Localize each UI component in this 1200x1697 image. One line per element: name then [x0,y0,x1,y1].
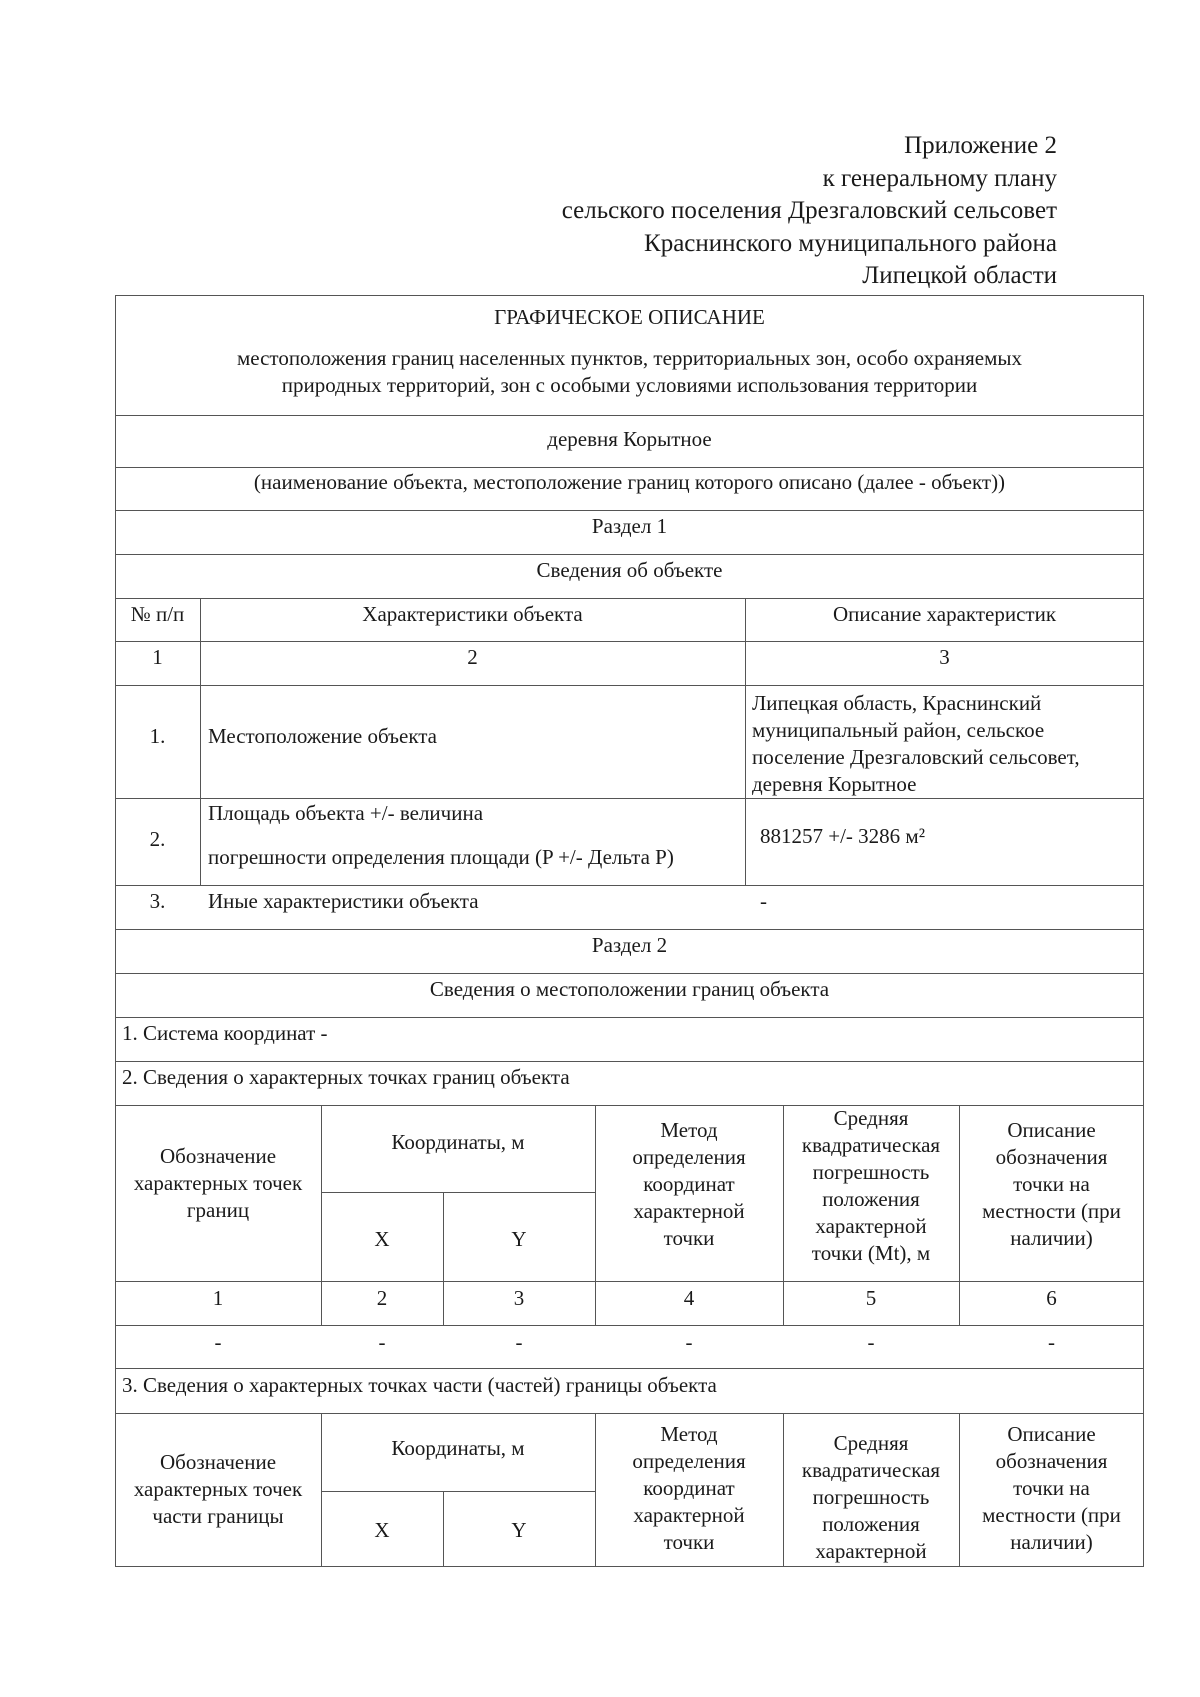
points-header-method: Метод [660,1118,718,1142]
characteristic-description: 881257 +/- 3286 м² [760,824,926,848]
table-rule [115,1325,1144,1326]
characteristic-name: погрешности определения площади (P +/- Дельта P) [208,845,674,869]
parts-header-error: квадратическая [801,1458,941,1482]
table-rule [115,598,1144,599]
parts-header-method: координат [643,1476,735,1500]
appendix-line: сельского поселения Дрезгаловский сельсовет [561,197,1057,224]
section-title: Раздел 1 [591,514,668,538]
parts-header-method: точки [663,1530,715,1554]
points-data-cell: - [685,1330,693,1354]
appendix-header [562,130,1057,293]
points-column-number: 3 [513,1286,525,1310]
points-header-description: точки на [1013,1172,1090,1196]
points-header-description: Описание [1007,1118,1096,1142]
characteristic-name: Иные характеристики объекта [208,889,479,913]
parts-header-error: Средняя [833,1431,909,1455]
table-rule [321,1192,595,1193]
characteristic-description: деревня Корытное [752,772,917,796]
parts-header-error: положения [822,1512,920,1536]
section-subtitle: Сведения о местоположении границ объекта [429,977,830,1001]
points-header-error: Средняя [833,1106,909,1130]
points-data-cell: - [515,1330,523,1354]
points-header-designation: границ [186,1198,250,1222]
appendix-line: Приложение 2 [904,132,1057,159]
object-name: деревня Корытное [547,427,712,451]
points-header-method: характерной [633,1199,745,1223]
parts-header-description: местности (при [982,1503,1121,1527]
column-number: 3 [939,645,950,669]
points-header-y: Y [511,1227,527,1251]
column-header: № п/п [130,602,185,626]
document-subtitle: местоположения границ населенных пунктов, территориальных зон, особо охраняемых [236,346,1023,370]
points-column-number: 4 [683,1286,695,1310]
table-rule [115,1061,1144,1062]
parts-header-error: погрешность [812,1485,930,1509]
points-header-method: определения [632,1145,746,1169]
points-header-coordinates: Координаты, м [391,1130,525,1154]
characteristic-name: Местоположение объекта [208,724,438,748]
table-rule [115,554,1144,555]
table-rule [115,929,1144,930]
section-title: Раздел 2 [591,933,668,957]
parts-header-designation: Обозначение [159,1450,277,1474]
points-column-number: 6 [1046,1286,1057,1310]
table-rule [115,1413,1144,1414]
table-rule [115,415,1144,416]
table-rule [115,510,1144,511]
points-header-description: местности (при [982,1199,1121,1223]
points-data-cell: - [1048,1330,1055,1354]
column-header: Характеристики объекта [362,602,583,626]
coordinate-system: 1. Система координат - [122,1021,328,1045]
parts-header-method: Метод [660,1422,718,1446]
section-subtitle: Сведения об объекте [536,558,723,582]
points-column-number: 5 [865,1286,877,1310]
parts-header-method: характерной [633,1503,745,1527]
parts-header-x: X [374,1518,390,1542]
points-header-method: координат [643,1172,735,1196]
points-header-error: погрешность [812,1160,930,1184]
object-caption: (наименование объекта, местоположение границ которого описано (далее - объект)) [253,470,1006,494]
points-table-title: 2. Сведения о характерных точках границ объекта [122,1065,570,1089]
points-column-number: 2 [376,1286,388,1310]
table-rule [321,1491,595,1492]
parts-header-method: определения [632,1449,746,1473]
appendix-line: Краснинского муниципального района [644,229,1057,257]
table-rule [115,973,1144,974]
table-rule [115,1105,1144,1106]
row-number: 3. [149,889,166,913]
points-header-description: наличии) [1010,1226,1093,1250]
parts-header-error: характерной [815,1539,927,1563]
characteristic-name: Площадь объекта +/- величина [208,801,484,825]
parts-header-description: точки на [1013,1476,1090,1500]
parts-header-description: Описание [1007,1422,1096,1446]
parts-header-designation: характерных точек [133,1477,303,1501]
table-rule [115,641,1144,642]
table-rule [200,598,201,885]
appendix-line: к генеральному плану [822,164,1057,192]
document-title: ГРАФИЧЕСКОЕ ОПИСАНИЕ [494,305,765,329]
characteristic-description: Липецкая область, Краснинский [752,691,1042,715]
table-rule [115,1281,1144,1282]
parts-header-designation: части границы [152,1504,284,1528]
characteristic-description: - [760,889,767,913]
table-rule [115,885,1144,886]
points-data-cell: - [214,1330,222,1354]
characteristic-description: муниципальный район, сельское [752,718,1045,742]
points-header-error: точки (Mt), м [811,1241,931,1265]
table-rule [115,798,1144,799]
parts-header-description: наличии) [1010,1530,1093,1554]
document-subtitle: природных территорий, зон с особыми условиями использования территории [281,373,978,397]
column-header: Описание характеристик [832,602,1057,626]
points-header-error: положения [822,1187,920,1211]
parts-header-description: обозначения [995,1449,1108,1473]
parts-header-y: Y [511,1518,527,1542]
points-header-designation: характерных точек [133,1171,303,1195]
column-number: 2 [467,645,478,669]
points-header-designation: Обозначение [159,1144,277,1168]
table-rule [115,467,1144,468]
points-data-cell: - [378,1330,386,1354]
points-header-description: обозначения [995,1145,1108,1169]
column-number: 1 [152,645,163,669]
table-rule [115,1017,1144,1018]
appendix-line: Липецкой области [862,262,1057,289]
points-header-x: X [374,1227,390,1251]
table-rule [745,598,746,885]
points-header-error: характерной [815,1214,927,1238]
points-data-cell: - [867,1330,875,1354]
points-header-method: точки [663,1226,715,1250]
row-number: 2. [149,827,166,851]
characteristic-description: поселение Дрезгаловский сельсовет, [752,745,1080,769]
parts-header-coordinates: Координаты, м [391,1436,525,1460]
row-number: 1. [149,724,166,748]
table-rule [115,685,1144,686]
table-rule [115,1368,1144,1369]
points-header-error: квадратическая [801,1133,941,1157]
points-column-number: 1 [212,1286,224,1310]
parts-table-title: 3. Сведения о характерных точках части (частей) границы объекта [122,1373,717,1397]
